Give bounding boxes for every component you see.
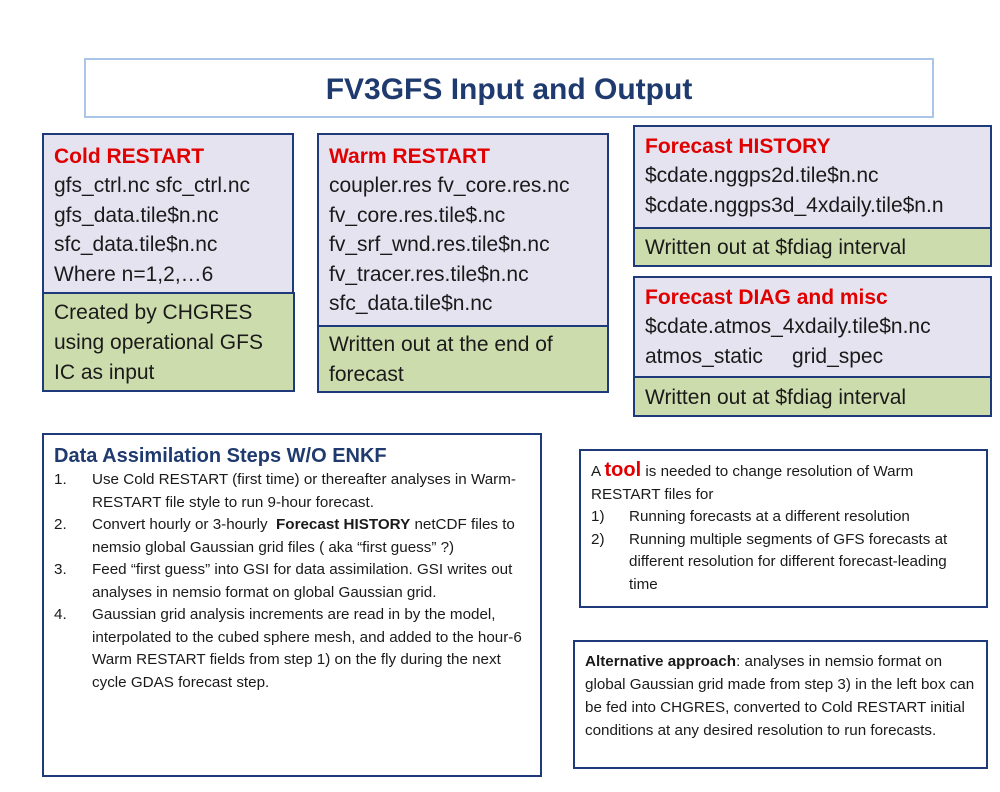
tool-intro [591, 459, 976, 506]
list-item [54, 514, 528, 559]
alternative-approach-box [573, 640, 988, 769]
warm-restart-file: sfc_data.tile$n.nc [329, 292, 493, 315]
step-text: Convert hourly or 3-hourly [92, 516, 277, 533]
forecast-history-note [633, 227, 992, 267]
cold-restart-file: sfc_data.tile$n.nc [54, 233, 218, 256]
item-text: Running forecasts at a different resolution [629, 508, 910, 525]
forecast-history-heading: Forecast HISTORY [645, 135, 831, 158]
tool-items [591, 506, 976, 596]
warm-restart-file: fv_srf_wnd.res.tile$n.nc [329, 233, 550, 256]
step-number: 2. [54, 516, 67, 533]
cold-restart-file: gfs_data.tile$n.nc [54, 203, 219, 227]
tool-text: A [591, 463, 605, 480]
tool-box [579, 449, 988, 608]
list-item [591, 529, 976, 597]
item-number: 2) [591, 530, 605, 548]
item-text: Running multiple segments of GFS forecasts at different resolution for different forecast-leading time [629, 530, 948, 593]
forecast-diag-note [633, 376, 992, 417]
step-text: Feed “first guess” into GSI for data assimilation. GSI writes out analyses in nemsio format on global Gaussian grid. [92, 561, 513, 601]
alternative-approach-text [585, 650, 976, 742]
forecast-history-file: $cdate.nggps2d.tile$n.nc [645, 164, 879, 187]
history-note-line: Written out at $fdiag interval [645, 236, 907, 259]
warm-restart-file: coupler.res fv_core.res.nc [329, 174, 570, 197]
forecast-diag-file: $cdate.atmos_4xdaily.tile$n.nc [645, 315, 931, 338]
warm-restart-heading: Warm RESTART [329, 145, 491, 168]
tool-text: is needed to change resolution of Warm RESTART files for [591, 463, 914, 503]
cold-restart-note [42, 292, 295, 392]
data-assimilation-steps [54, 469, 528, 694]
page-title: FV3GFS Input and Output [325, 73, 693, 106]
step-number: 1. [54, 471, 67, 488]
step-text: Use Cold RESTART (first time) or thereafter analyses in Warm-RESTART file style to run 9-hour forecast. [92, 471, 516, 511]
title-box [84, 58, 934, 118]
step-bold-text: Forecast HISTORY [276, 516, 411, 533]
data-assimilation-box [42, 433, 542, 777]
cold-restart-heading: Cold RESTART [54, 145, 205, 168]
step-text: Gaussian grid analysis increments are read in by the model, interpolated to the cubed sphere mesh, and added to the hour-6 Warm RESTART fields from step 1) on the fly during the next cycle GDAS forecast step. [92, 606, 522, 691]
warm-restart-note [317, 325, 609, 393]
cold-restart-box [42, 133, 294, 295]
step-text: netCDF files to nemsio global Gaussian grid files ( aka “first guess” ?) [92, 516, 515, 556]
forecast-diag-heading: Forecast DIAG and misc [645, 286, 888, 309]
alternative-approach-body: : analyses in nemsio format on global Gaussian grid made from step 3) in the left box can be fed into CHGRES, converted to Cold RESTART initial conditions at any desired resolution to run forecasts. [585, 653, 975, 739]
warm-restart-file: fv_core.res.tile$.nc [329, 203, 506, 227]
cold-restart-file: gfs_ctrl.nc sfc_ctrl.nc [54, 174, 251, 197]
diag-note-line: Written out at $fdiag interval [645, 386, 907, 409]
forecast-diag-box [633, 276, 992, 378]
list-item [54, 469, 528, 514]
cold-note-line: using operational GFS [54, 331, 263, 354]
list-item [54, 559, 528, 604]
forecast-diag-file: atmos_static grid_spec [645, 344, 884, 368]
warm-note-line: forecast [329, 363, 404, 386]
step-number: 3. [54, 561, 67, 578]
item-number: 1) [591, 508, 605, 525]
forecast-history-box [633, 125, 992, 229]
tool-highlight: tool [604, 459, 642, 481]
cold-note-line: IC as input [54, 361, 155, 384]
warm-note-line: Written out at the end of [329, 333, 553, 356]
step-number: 4. [54, 606, 67, 623]
list-item [591, 506, 976, 529]
cold-restart-file: Where n=1,2,…6 [54, 262, 214, 286]
data-assimilation-heading: Data Assimilation Steps W/O ENKF [54, 445, 387, 467]
forecast-history-file: $cdate.nggps3d_4xdaily.tile$n.n [645, 193, 944, 217]
alternative-approach-label: Alternative approach [585, 653, 737, 670]
cold-note-line: Created by CHGRES [54, 301, 253, 324]
list-item [54, 604, 528, 694]
warm-restart-file: fv_tracer.res.tile$n.nc [329, 262, 529, 286]
warm-restart-box [317, 133, 609, 327]
